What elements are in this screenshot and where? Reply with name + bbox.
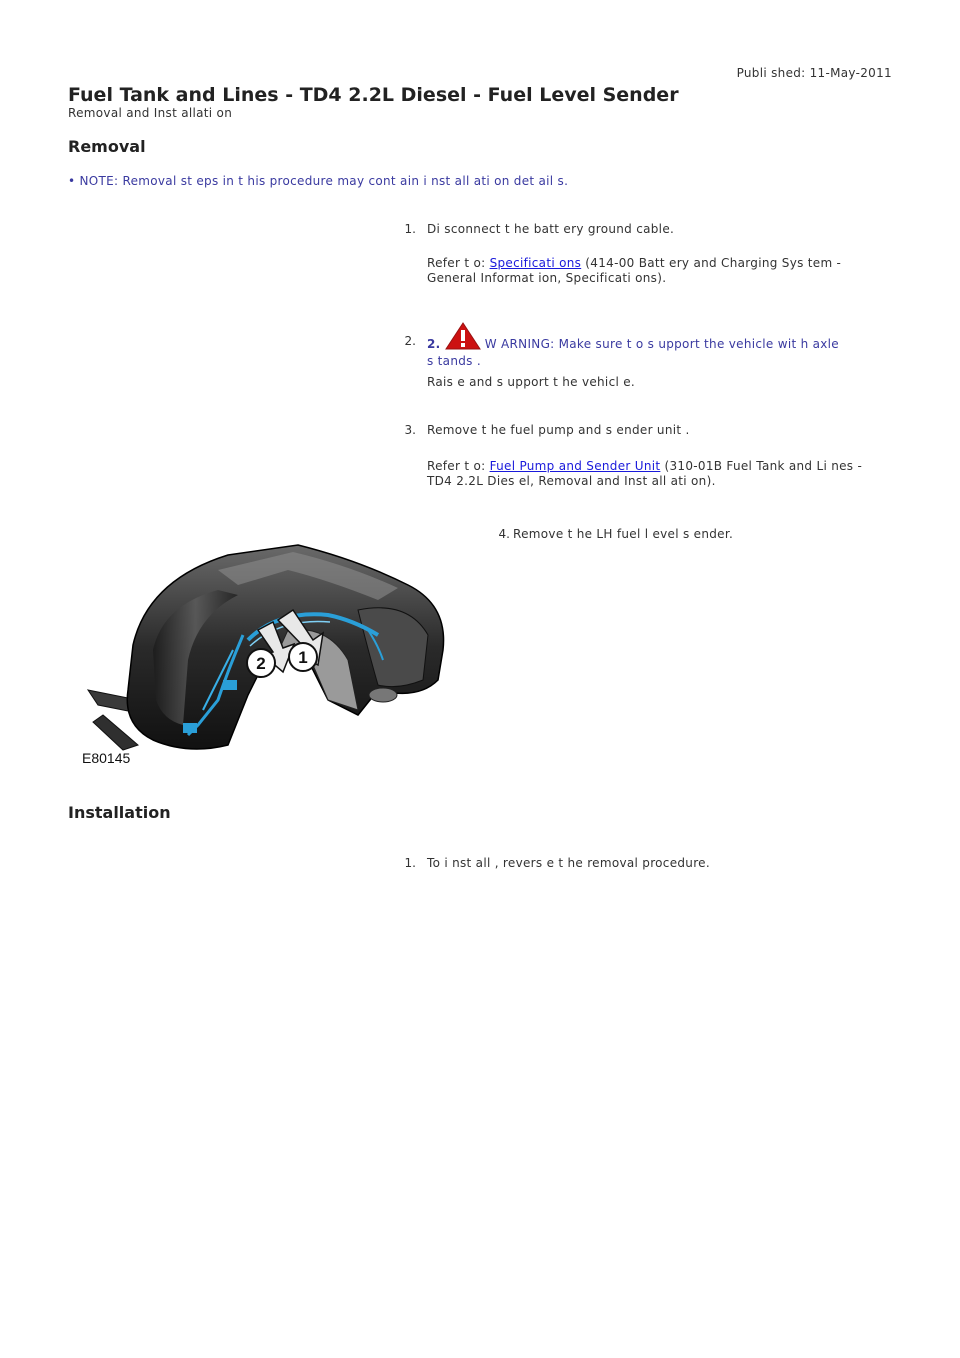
step-3-number: 3.: [404, 423, 416, 437]
step-2-warning: [427, 322, 857, 369]
page-subtitle: Removal and Inst allati on: [68, 106, 233, 120]
step-2-warning-text-1: W ARNING: Make sure t o s upport the vehicle wit h axle: [480, 337, 839, 351]
callout-2: [247, 649, 275, 677]
step-2-warning-number: 2.: [427, 337, 441, 351]
step-3-text: Remove t he fuel pump and s ender unit .: [427, 423, 690, 437]
step-3-ref-suffix-2: TD4 2.2L Dies el, Removal and Inst all ati on).: [427, 474, 716, 488]
step-4-text: Remove t he LH fuel l evel s ender.: [513, 527, 734, 541]
install-step-1-text: To i nst all , revers e t he removal procedure.: [427, 856, 710, 870]
fuel-pump-sender-link[interactable]: Fuel Pump and Sender Unit: [489, 459, 661, 473]
step-1-text: Di sconnect t he batt ery ground cable.: [427, 222, 675, 236]
step-1-ref-suffix-2: General Informat ion, Specificati ons).: [427, 271, 667, 285]
step-2-warning-text-2: s tands .: [427, 354, 481, 368]
installation-heading: Installation: [68, 803, 171, 822]
step-1-number: 1.: [404, 222, 416, 236]
svg-text:1: 1: [298, 648, 308, 667]
step-3-ref-prefix: Refer t o:: [427, 459, 490, 473]
page-title: Fuel Tank and Lines - TD4 2.2L Diesel - Fuel Level Sender: [68, 84, 679, 106]
step-1-ref-suffix-1: (414-00 Batt ery and Charging Sys tem -: [581, 256, 842, 270]
step-2-text: Rais e and s upport t he vehicl e.: [427, 375, 636, 389]
step-1-ref-prefix: Refer t o:: [427, 256, 490, 270]
figure-label: E80145: [82, 750, 131, 766]
removal-heading: Removal: [68, 137, 146, 156]
step-4-number: 4.: [498, 527, 510, 541]
removal-note: • NOTE: Removal st eps in t his procedure may cont ain i nst all ati on det ail s.: [68, 174, 569, 188]
install-step-1-number: 1.: [404, 856, 416, 870]
callout-1: [289, 643, 317, 671]
svg-text:2: 2: [256, 654, 266, 673]
step-3-reference: [427, 459, 887, 489]
specifications-link[interactable]: Specificati ons: [489, 256, 582, 270]
fuel-tank-illustration: [78, 540, 458, 770]
published-date: Publi shed: 11-May-2011: [736, 66, 892, 80]
step-2-number: 2.: [404, 334, 416, 348]
step-1-reference: [427, 256, 887, 286]
warning-icon: [445, 322, 481, 354]
step-3-ref-suffix-1: (310-01B Fuel Tank and Li nes -: [660, 459, 863, 473]
